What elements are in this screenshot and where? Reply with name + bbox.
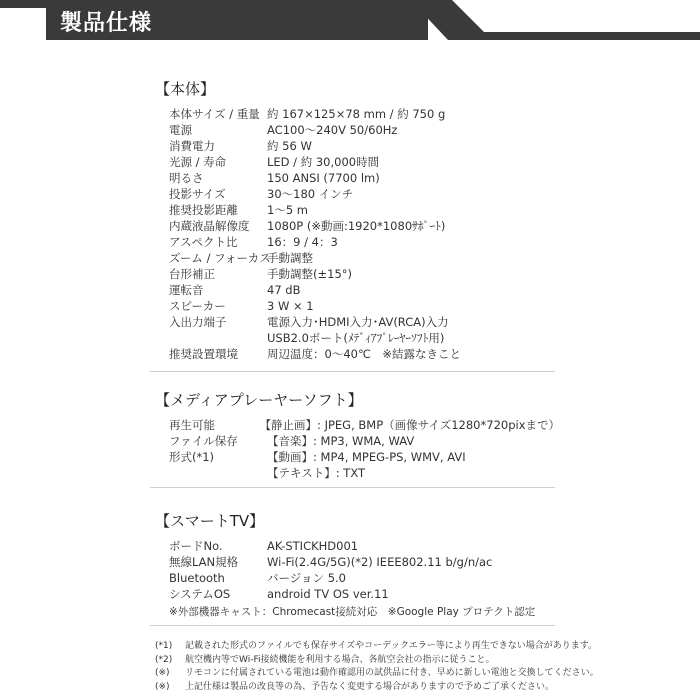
spec-value: 3 W × 1 [267, 299, 314, 313]
footnote-text: リモコンに付属されている電池は動作確認用の試供品に付き、早めに新しい電池と交換してください。 [185, 668, 599, 678]
spec-value: 【動画】: MP4, MPEG-PS, WMV, AVI [267, 450, 466, 464]
spec-row [155, 465, 560, 481]
spec-row [155, 330, 560, 346]
spec-label: 推奨投影距離 [169, 203, 238, 217]
footnote-marker: (*1) [155, 641, 173, 651]
spec-value: 16：9 / 4：3 [267, 235, 338, 249]
spec-label: 電源 [169, 123, 192, 137]
footnote-text: 記載された形式のファイルでも保存サイズやコーデックエラー等により再生できない場合があります。 [185, 641, 598, 651]
spec-value: 周辺温度：0〜40℃ ※結露なきこと [267, 347, 461, 361]
divider [150, 371, 555, 372]
footnote [155, 667, 695, 681]
spec-value: バージョン 5.0 [267, 571, 346, 585]
spec-label: 内蔵液晶解像度 [169, 219, 250, 233]
spec-label: 消費電力 [169, 139, 215, 153]
spec-label: 入出力端子 [169, 315, 227, 329]
spec-value: 47 dB [267, 283, 301, 297]
spec-label: 光源 / 寿命 [169, 155, 227, 169]
footnote-text: 航空機内等でWi-Fi接続機能を利用する場合、各航空会社の指示に従うこと。 [185, 654, 495, 665]
spec-row [155, 250, 560, 266]
spec-row [155, 106, 560, 122]
divider [150, 625, 555, 626]
smart-tv-note: ※外部機器キャスト：Chromecast接続対応 ※Google Play プロテクト認定 [169, 606, 536, 618]
spec-label: 明るさ [169, 171, 204, 185]
spec-row [155, 234, 560, 250]
media-table [155, 417, 560, 481]
footnote-marker: (※) [155, 668, 170, 678]
spec-value: 1080P (※動画:1920*1080ｻﾎﾟｰﾄ) [267, 219, 446, 233]
spec-label: ファイル保存 [169, 434, 238, 448]
body-spec-title: 【本体】 [155, 80, 216, 98]
spec-label: システムOS [169, 587, 231, 601]
spec-label: 投影サイズ [169, 187, 226, 201]
spec-value: 手動調整 [267, 251, 313, 265]
spec-value: 【音楽】: MP3, WMA, WAV [267, 434, 415, 448]
spec-label: ズーム / フォーカス [169, 251, 271, 265]
spec-value: 1〜5 m [267, 203, 308, 217]
spec-label [155, 330, 267, 346]
spec-value: USB2.0ポート(ﾒﾃﾞｨｱﾌﾟﾚｰﾔｰｿﾌﾄ用) [267, 331, 445, 345]
spec-row [155, 154, 560, 170]
spec-row [155, 138, 560, 154]
spec-value: 手動調整(±15°) [267, 267, 352, 281]
spec-label: 台形補正 [169, 267, 215, 281]
spec-value: 約 167×125×78 mm / 約 750 g [267, 107, 446, 121]
spec-label: 推奨設置環境 [169, 347, 238, 361]
spec-label: アスペクト比 [169, 235, 238, 249]
footnote [155, 654, 695, 668]
spec-row [155, 433, 560, 449]
spec-value: android TV OS ver.11 [267, 587, 389, 601]
spec-row [155, 417, 560, 433]
spec-label [155, 465, 267, 481]
footnote-marker: (※) [155, 681, 170, 692]
spec-value: 【静止画】: JPEG, BMP（画像サイズ1280*720pixまで） [259, 418, 560, 432]
footnote [155, 640, 695, 654]
spec-row [155, 218, 560, 234]
spec-value: AC100〜240V 50/60Hz [267, 123, 398, 137]
spec-label: 形式(*1) [169, 450, 215, 464]
spec-label: 無線LAN規格 [169, 555, 239, 569]
spec-value: 【テキスト】: TXT [267, 466, 366, 480]
spec-row [155, 186, 560, 202]
footnote-text: 上記仕様は製品の改良等の為、予告なく変更する場合がありますので予めご了承ください。 [185, 681, 555, 692]
spec-value: 電源入力･HDMI入力･AV(RCA)入力 [267, 315, 449, 329]
smart-tv-title: 【スマートTV】 [155, 512, 265, 530]
spec-row [155, 266, 560, 282]
spec-row [155, 570, 560, 586]
body-spec-table [155, 106, 560, 362]
media-section [155, 389, 560, 481]
spec-row [155, 449, 560, 465]
spec-row [155, 202, 560, 218]
smart-tv-section [155, 510, 560, 619]
spec-row [155, 538, 560, 554]
spec-row [155, 314, 560, 330]
spec-label: ボードNo. [169, 539, 223, 553]
spec-label: 運転音 [169, 283, 204, 297]
footnote-marker: (*2) [155, 654, 173, 665]
smart-tv-table [155, 538, 560, 602]
spec-row [155, 554, 560, 570]
spec-value: Wi-Fi(2.4G/5G)(*2) IEEE802.11 b/g/n/ac [267, 555, 493, 569]
spec-row [155, 346, 560, 362]
spec-label: スピーカー [169, 299, 226, 313]
page-header [0, 0, 700, 44]
spec-label: 本体サイズ / 重量 [169, 107, 260, 121]
spec-value: 150 ANSI (7700 lm) [267, 171, 380, 185]
spec-row [155, 170, 560, 186]
spec-value: 30〜180 インチ [267, 187, 354, 201]
spec-row [155, 298, 560, 314]
spec-label: Bluetooth [169, 571, 225, 585]
spec-row [155, 122, 560, 138]
footnotes [155, 640, 695, 694]
spec-row [155, 282, 560, 298]
page-title: 製品仕様 [60, 11, 153, 36]
spec-row [155, 586, 560, 602]
divider [150, 487, 555, 488]
spec-label: 再生可能 [169, 418, 215, 432]
spec-value: LED / 約 30,000時間 [267, 155, 380, 169]
body-spec-section [155, 78, 560, 362]
media-title: 【メディアプレーヤーソフト】 [155, 391, 363, 409]
spec-value: AK-STICKHD001 [267, 539, 359, 553]
spec-value: 約 56 W [267, 139, 312, 153]
footnote [155, 681, 695, 695]
